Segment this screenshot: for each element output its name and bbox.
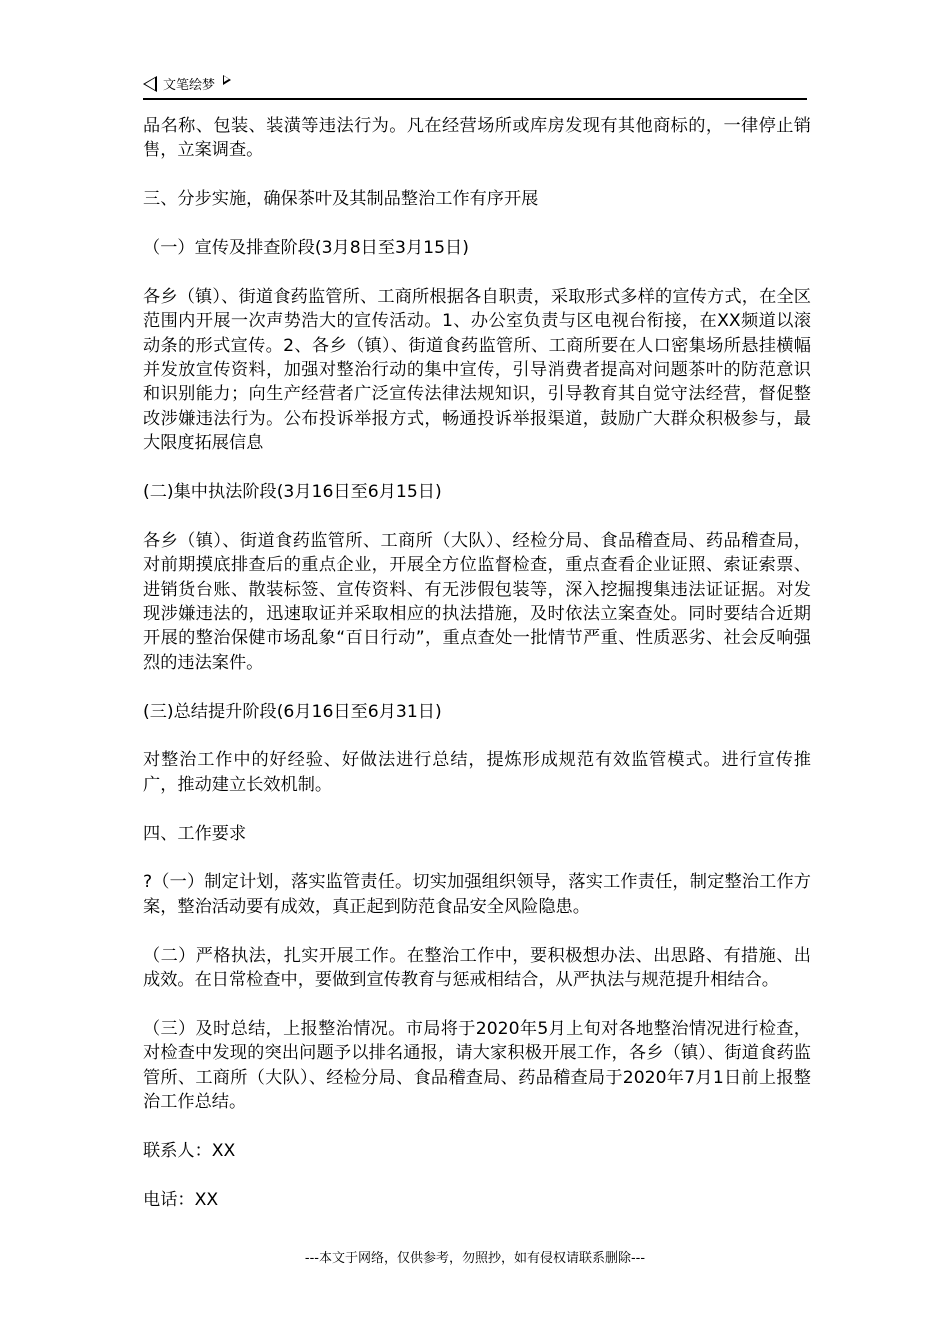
subsection-heading: (三)总结提升阶段(6月16日至6月31日) <box>143 701 442 722</box>
right-triangle-icon <box>223 75 231 85</box>
page-header <box>143 72 807 100</box>
paragraph: （三）及时总结，上报整治情况。市局将于2020年5月上旬对各地整治情况进行检查，对检查中发现的突出问题予以排名通报，请大家积极开展工作，各乡（镇）、街道食药监管所、工商所（大队）、经检分局、食品稽查局、药品稽查局于2020年7月1日前上报整治工作总结。 <box>143 1018 811 1113</box>
paragraph: 对整治工作中的好经验、好做法进行总结，提炼形成规范有效监管模式。进行宣传推广，推动建立长效机制。 <box>143 750 811 795</box>
paragraph: ?（一）制定计划，落实监管责任。切实加强组织领导，落实工作责任，制定整治工作方案，整治活动要有成效，真正起到防范食品安全风险隐患。 <box>143 872 811 917</box>
subsection-heading: （一）宣传及排查阶段(3月8日至3月15日) <box>143 238 469 258</box>
subsection-heading: (二)集中执法阶段(3月16日至6月15日) <box>143 482 442 503</box>
section-heading: 三、分步实施，确保茶叶及其制品整治工作有序开展 <box>143 189 539 210</box>
header-title: 文笔绘梦 <box>163 78 216 93</box>
left-triangle-icon <box>143 76 157 92</box>
document-body <box>143 114 811 1236</box>
contact-person: 联系人：XX <box>143 1140 236 1161</box>
paragraph: 各乡（镇）、街道食药监管所、工商所根据各自职责，采取形式多样的宣传方式，在全区范围内开展一次声势浩大的宣传活动。1、办公室负责与区电视台衔接，在XX频道以滚动条的形式宣传。2、各乡（镇）、街道食药监管所、工商所要在人口密集场所悬挂横幅并发放宣传资料，加强对整治行动的集中宣传，引导消费者提高对问题茶叶的防范意识和识别能力；向生产经营者广泛宣传法律法规知识，引导教育其自觉守法经营，督促整改涉嫌违法行为。公布投诉举报方式，畅通投诉举报渠道，鼓励广大群众积极参与，最大限度拓展信息 <box>143 286 811 454</box>
section-heading: 四、工作要求 <box>143 823 247 844</box>
header-title-group <box>143 74 231 93</box>
paragraph: 品名称、包装、装潢等违法行为。凡在经营场所或库房发现有其他商标的，一律停止销售，立案调查。 <box>143 116 811 161</box>
paragraph: 各乡（镇）、街道食药监管所、工商所（大队）、经检分局、食品稽查局、药品稽查局，对前期摸底排查后的重点企业，开展全方位监督检查，重点查看企业证照、索证索票、进销货台账、散装标签、宣传资料、有无涉假包装等，深入挖掘搜集违法证证据。对发现涉嫌违法的，迅速取证并采取相应的执法措施，及时依法立案查处。同时要结合近期开展的整治保健市场乱象“百日行动”，重点查处一批情节严重、性质恶劣、社会反响强烈的违法案件。 <box>143 530 811 673</box>
page-footer: ---本文于网络，仅供参考，勿照抄，如有侵权请联系删除--- <box>304 1251 646 1266</box>
paragraph: （二）严格执法，扎实开展工作。在整治工作中，要积极想办法、出思路、有措施、出成效。在日常检查中，要做到宣传教育与惩戒相结合，从严执法与规范提升相结合。 <box>143 945 811 991</box>
contact-phone: 电话：XX <box>143 1189 219 1210</box>
